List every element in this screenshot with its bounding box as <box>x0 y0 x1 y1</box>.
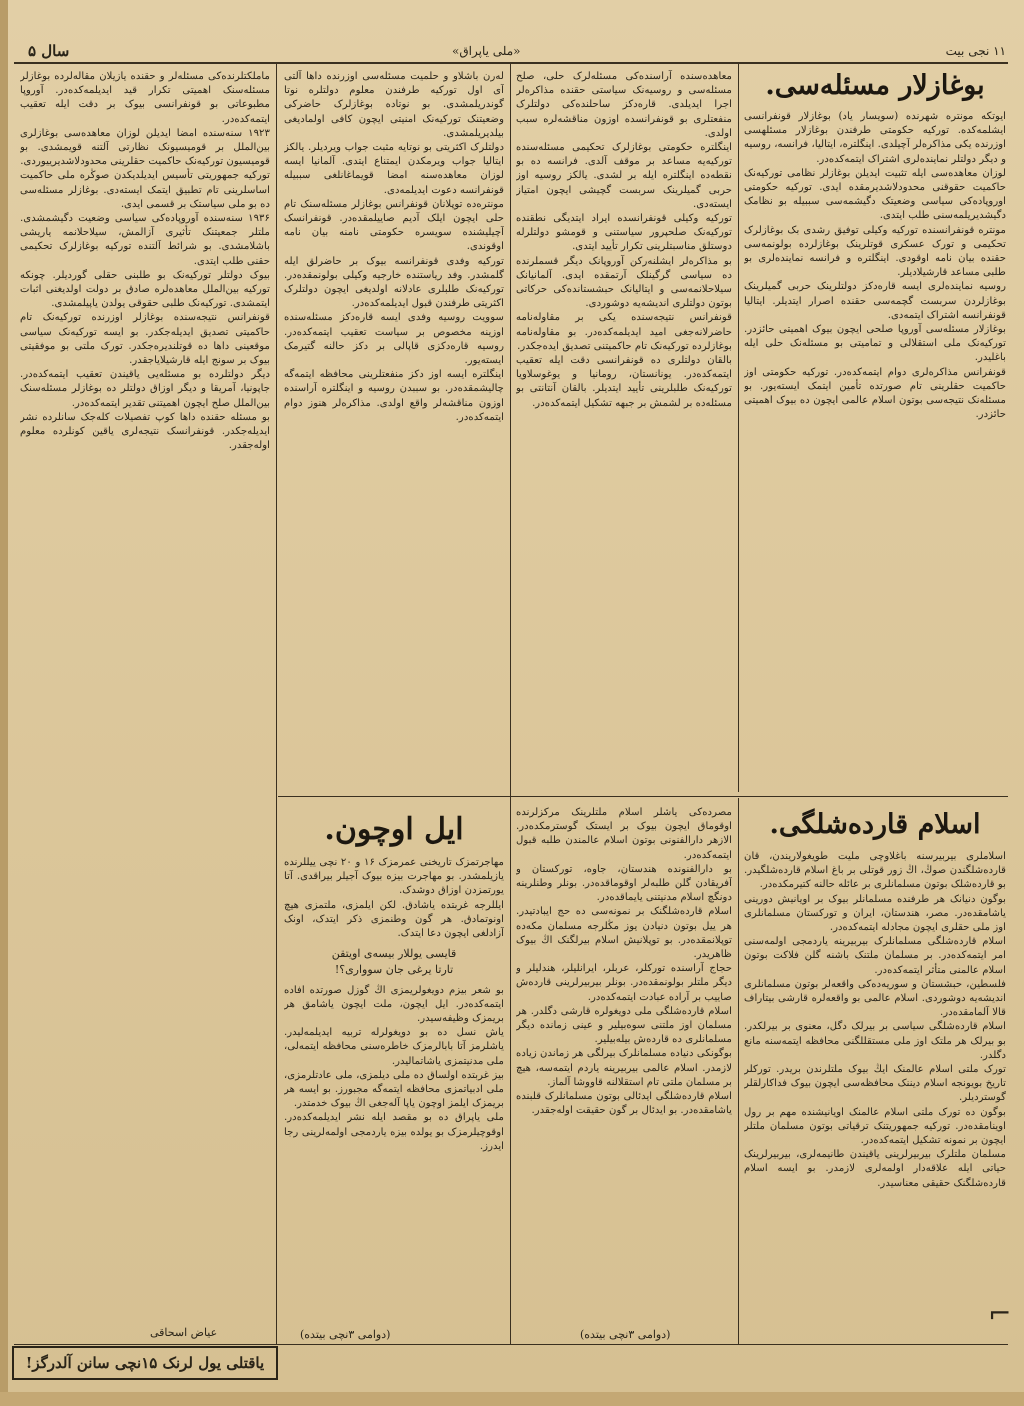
paragraph: ایللرجه غربتده یاشادق. لکن ایلمزی، ملتمزی هیچ اونوتمادق. هر گون وطنمزی ذکر ایتدک، اونک آزادلغی ایچون دعا ایتدک. <box>284 899 504 940</box>
paragraph: بوگون دنیانک هر طرفنده مسلمانلر بیوک بر اویانیش دورینی یاشامقده‌در. مصر، هندستان، ایران و تورکستان مسلمانلری اوز ملی حقلری ایچون مجادله ایتمه‌کده‌در. <box>744 893 1006 934</box>
subscription-banner: یاقتلی یول لرنک ۱۵نچی سانن آلدرگز! <box>12 1346 278 1380</box>
article-column <box>516 70 732 788</box>
paragraph: ماملکتلرنده‌کی مسئله‌لر و حقنده یازیلان مقاله‌لرده بوغازلر مسئله‌سنک اهمیتی تکرار قید ایدیلمه‌کده‌در. آوروپا مطبوعاتی بو قونفرانسی بیوک بر دقت ایله تعقیب ایتمه‌کده‌در. <box>20 71 270 125</box>
article-column <box>20 70 270 1322</box>
column-divider <box>738 64 739 792</box>
paragraph: ایوتکه مونتره شهرنده (سویسار یاد) بوغازلار قونفرانسی ایشلمەکده. تورکیه حکومتی طرفندن بوغازلار مسئلهسی اوزرنده یکی مذاکره‌لر آچیلدی. اینگلتره، ایتالیا، فرانسه، روسیه و دیگر دولتلر نماینده‌لری اشتراک ایتمه‌کده‌در. <box>744 111 1006 165</box>
page-edge-bottom <box>0 1392 1024 1406</box>
header-rule <box>14 62 1008 64</box>
paragraph: بوگون ده تورک ملتی اسلام عالمنک اویانیشنده مهم بر رول اوینامقده‌در. تورکیه جمهوریتنک ترقیاتی بوتون مسلمان ملتلر ایچون بر نمونه تشکیل ایتمه‌کده‌در. <box>744 1106 1006 1147</box>
paragraph: بیز غربتده اولساق ده ملی دیلمزی، ملی عادتلرمزی، ملی ادبیاتمزی محافظه ایتمه‌گه مجبورز. بو ایسه هر بریمزک ایلمز اوچون یاپا آله‌جغی اڭ بیوک خدمتدر. <box>284 1069 504 1110</box>
paragraph: لەرن باشلاو و حلمیت مسئله‌سی اوزرنده داها آلتی آی اول تورکیه طرفندن معلوم دولتلره نوتا گوندریلمشدی. بو نوتاده بوغازلرک حاضرکی وضعیتنک تورکیه‌نک امنیتی ایچون کافی اولمادیغی بیلدیریلمشدی. <box>284 71 504 139</box>
continued-note: (دوامی ۳نچی بیتده) <box>300 1328 391 1341</box>
paragraph: مهاجرتمزک تاریخنی عمرمزک ۱۶ و ۲۰ نچی ییللرنده یازیلمشدر. بو مهاجرت بیزه بیوک آجیلر بیراقدی. آتا یورتمزدن اوزاق دوشدک. <box>284 857 504 897</box>
paragraph: تورکیه جمهوریتی تأسیس ایدیلدیکدن صوڭره ملی حاکمیت اساسلرینی تام تطبیق ایتمک ایستەدی. بوغازلر مسئله‌سی ده بو ملی سیاستک بر قسمی ایدی. <box>20 170 270 210</box>
paragraph: اسلام قارده‌شلگنک بر نمونه‌سی ده حج ایبادتیدر. هر ییل بوتون دنیادن یوز مڭلرجه مسلمان مکه‌ده توپلانمقده‌در. بو توپلانیش اسلام بیرلگنک اڭ بیوک ظاهریدر. <box>516 906 732 961</box>
newspaper-name: «ملی یاپراق» <box>452 44 521 58</box>
paragraph: حجاج آراسنده تورکلر، عربلر، ایرانلیلر، هندلیلر و دیگر ملتلر بولونمقده‌در. بونلر بیربیرلرینی قارده‌ش صاییب بر آراده عبادت ایتمه‌کده‌در. <box>516 963 732 1003</box>
column-divider <box>510 64 511 1344</box>
paragraph: قونفرانس نتیجه‌سنده یکی بر مقاوله‌نامه حاضرلانه‌جغی امید ایدیلمه‌کده‌در. بو مقاوله‌نامه بوغازلرده تورکیه‌نک تام حاکمیتنی تصدیق ایده‌جکدر. <box>516 312 732 352</box>
paragraph: اسلام قارده‌شلگی سیاسی بر بیرلک دگل، معنوی بر بیرلکدر. بو بیرلک هر ملتک اوز ملی مستقللگنی محافظه ایتمه‌سنه مانع دگلدر. <box>744 1021 1006 1061</box>
paragraph: لوزان معاهده‌سی ایله تثبیت ایدیلن بوغازلر نظامی تورکیه‌نک حاکمیت حقوقنی محدودلاشدیرمقده ایدی. تورکیه حکومتی اوروپاده‌کی سیاسی وضعیتک دگیشمه‌سی سببیله بو نظامک دگیشدیریلمه‌سنی طلب ایتدی. <box>744 167 1006 222</box>
poem-line: تارتا یرغی جان سوواری؟! <box>334 963 454 977</box>
article-title-islam: اسلام قارده‌شلگی. <box>769 809 981 840</box>
paragraph: سوویت روسیه وفدی ایسه قاره‌دکز مسئله‌سنده اوزینه مخصوص بر سیاست تعقیب ایتمه‌کده‌در. روسیه قاره‌دکزی قاپالی بر دکز حالنه گتیرمک ایستەیور. <box>284 312 504 367</box>
paragraph: ۱۹۳۶ سنه‌سنده آوروپاده‌کی سیاسی وضعیت دگیشمشدی. ملتلر جمعیتنک تأثیری آزالمش، سیلاحلانمه یاریشی باشلامشدی. بو شرائط آلتنده تورکیه بوغازلرک تحکیمی حقنی طلب ایتدی. <box>20 213 270 267</box>
paragraph: ملی یاپراق ده بو مقصد ایله نشر ایدیلمه‌کده‌در. اوقوچیلرمزک بو یولده بیزه یاردمجی اولمه‌لرینی رجا ایدرز. <box>284 1112 504 1152</box>
paragraph: بیوک دولتلر تورکیه‌نک بو طلبنی حقلی گوردیلر. چونکه تورکیه بین‌الملل معاهده‌لره صادق بر دولت اولدیغنی اثبات ایتمشدی. تورکیه‌نک طلبی حقوقی یولدن یاپیلمشدی. <box>20 269 270 310</box>
poem-line: قایسی یوللار بیسه‌ی اویتقن <box>331 947 457 961</box>
page-header <box>22 40 1006 64</box>
paragraph: بوگونکی دنیاده مسلمانلرک بیرلگی هر زماندن زیاده لازمدر. اسلام عالمی بیربیرینه یاردم ایتمه‌سه، هیچ بر مسلمان ملتی تام استقلالنه قاووشا آلماز. <box>516 1048 732 1088</box>
article-title-straits: بوغازلار مسئلەسی. <box>765 70 985 101</box>
paragraph: تورک ملتی اسلام عالمنک ایڭ بیوک ملتلرندن بریدر. تورکلر تاریخ بویونجه اسلام دیننک محافظه‌سی ایچون بیوک فداکارلقلر گوستردیلر. <box>744 1064 1006 1104</box>
article-column <box>284 70 504 788</box>
paragraph: مونتره‌ده توپلانان قونفرانس بوغازلر مسئله‌سنک تام حلی ایچون ایلک آدیم صاییلمقده‌در. قونفرانسک آچیلیشنده سویسره حکومتی نامنه بیان نامه اوقوندی. <box>284 198 504 253</box>
paragraph: دیگر دولتلرده بو مسئله‌یی یاقیندن تعقیب ایتمه‌کده‌در. جاپونیا، آمریقا و دیگر اوزاق دولتلر ده بوغازلر مسئله‌سنک بین‌الملل صلح ایچون اهمیتنی تقدیر ایتمه‌کده‌در. <box>20 369 270 409</box>
paragraph: بو شعر بیزم دویغولریمزی اڭ گوزل صورتده افاده ایتمه‌کده‌در. ایل ایچون، ملت ایچون یاشامق هر بریمزک وظیفه‌سیدر. <box>284 984 504 1025</box>
corner-bracket: ⌐ <box>988 1297 1012 1330</box>
article-title-il-uchun: ایل اوچون. <box>324 812 464 847</box>
paragraph: بوغازلار مسئله‌سی آوروپا صلحی ایچون بیوک اهمیتی حائزدر. تورکیه‌نک ملی استقلالی و تمامیتی بو مسئله‌نک حلی ایله باغلیدر. <box>744 324 1006 364</box>
paragraph: بو مذاکره‌لر ایشلنه‌رکن آوروپانک دیگر قسملرنده ده سیاسی گرگینلک آرتمقده ایدی. آلمانیانک سیلاحلانمه‌سی و ایتالیانک حبشستانده‌کی حرکاتی بوتون دولتلری اندیشه‌یه دوشوردی. <box>516 255 732 310</box>
paragraph: فلسطین، حبشستان و سوریه‌ده‌کی واقعه‌لر بوتون مسلمانلری اندیشه‌یه دوشوردی. اسلام عالمی بو واقعه‌لره قارشی بیتاراف قالا آلمامقده‌در. <box>744 978 1006 1019</box>
paragraph: تورکیه وفدی قونفرانسه بیوک بر حاضرلق ایله گلمشدر. وفد ریاستنده خارجیه وکیلی بولونمقده‌در. تورکیه‌نک طلبلری عادلانه اولدیغی ایچون دولتلرک اکثریتی طرفندن قبول ایدیلمه‌کده‌در. <box>284 255 504 310</box>
paragraph: یاش نسل ده بو دویغولرله تربیه ایدیلمه‌لیدر. یاشلرمز آتا بابالرمزک خاطره‌سنی محافظه ایتمه‌لی، ملی مدنیتمزی یاشاتمالیدر. <box>284 1027 504 1067</box>
paragraph: ۱۹۲۳ سنه‌سنده امضا ایدیلن لوزان معاهده‌سی بوغازلری بین‌الملل بر قومیسیونک نظارتی آلتنه قویمشدی. بو قومیسیون تورکیه‌نک حاکمیت حقلرینی محدودلاشدیرییوردی. <box>20 127 270 168</box>
paragraph: اسلام قارده‌شلگی مسلمانلرک بیربیرینه یاردمجی اولمه‌سنی امر ایتمه‌کده‌در. بر مسلمان ملتنک باشنه گلن فلاکت بوتون اسلام عالمنی متأثر ایتمه‌کده‌در. <box>744 936 1006 976</box>
paragraph: مصرده‌کی یاشلر اسلام ملتلرینک مرکزلرنده اوقوماق ایچون بیوک بر ایستک گوسترمکده‌در. الازهر دارالفنونی بوتون اسلام عالمندن طلبه قبول ایتمه‌کده‌در. <box>516 807 732 861</box>
paragraph: اینگلتره حکومتی بوغازلرک تحکیمی مسئله‌سنده تورکیه‌یه مساعد بر موقف آلدی. فرانسه ده بو نقطه‌ده اینگلتره ایله بر لشدی. یالکز روسیه اوز حربی گمیلرینک سربست گچیشی ایچون امتیاز ایستەدی. <box>516 142 732 210</box>
column-divider <box>738 798 739 1344</box>
paragraph: دولتلرک اکثریتی بو نوتایه مثبت جواب ویردیلر. یالکز ایتالیا جواب ویرمکدن ایمتناع ایتدی. آلمانیا ایسه لوزان معاهده‌سنه امضا قویماغانلغی سببیله قونفرانسه دعوت ایدیلمه‌دی. <box>284 142 504 196</box>
article-column <box>516 806 732 1320</box>
author-signature: عیاض اسحاقی <box>150 1326 218 1339</box>
paragraph: مسلمان ملتلرک بیربیرلرینی یاقیندن طانیمه‌لری، بیربیرلرینک حیاتی ایله علاقه‌دار اولمه‌لری لازمدر. بو ایسه اسلام قارده‌شلگنک حقیقی معناسیدر. <box>744 1149 1006 1189</box>
paragraph: تورکیه وکیلی قونفرانسده ایراد ایتدیگی نطقنده تورکیه‌نک صلحپرور سیاستنی و قومشو دولتلرله دوستلق مناسبتلرینی تکرار تأیید ایتدی. <box>516 213 732 253</box>
paragraph: بو دارالفنونده هندستان، جاوه، تورکستان و آفریقادن گلن طلبه‌لر اوقوماقده‌در. بونلر وطنلرینه دونگچ اسلام مدنیتنی یایماقده‌در. <box>516 863 732 904</box>
paragraph: اسلاملری بیربیرسنه باغلاوچی ملیت طویغولاریندن، قان قارده‌شلگندن صوڭ، اڭ زور قوتلی بر باغ اسلام قارده‌شلگیدر. بو قارده‌شلک بوتون مسلمانلری بر عائله حالنه کتیرمکده‌در. <box>744 851 1006 891</box>
issue-label: سال ۵ <box>28 42 70 60</box>
column-divider <box>276 64 277 1344</box>
paragraph: بو مسئله حقنده داها کوپ تفصیلات کله‌جک سانلرده نشر ایدیله‌جکدر. قونفرانسک نتیجه‌لری یاقین کونلرده معلوم اوله‌جقدر. <box>20 411 270 452</box>
article-column <box>744 110 1006 786</box>
page-edge-left <box>0 0 8 1406</box>
paragraph: اسلام قارده‌شلگی ملی دویغولره قارشی دگلدر. هر مسلمان اوز ملتنی سوه‌بیلیر و عینی زمانده دیگر مسلمانلری ده قارده‌ش بیله‌بیلیر. <box>516 1005 732 1046</box>
page-number-label: ۱۱ نجی بیت <box>945 44 1006 58</box>
paragraph: اسلام قارده‌شلگی ایدئالی بوتون مسلمانلرک قلبنده یاشامقده‌در. بو ایدئال بر گون حقیقت اوله‌جقدر. <box>516 1091 732 1117</box>
paragraph: معاهده‌سنده آراسنده‌کی مسئله‌لرک حلی، صلح مسئله‌سی و روسیه‌نک سیاستی حقنده مذاکره‌لر اجرا ایدیلدی. قاره‌دکز ساحلنده‌کی دولتلرک منفعتلری بو قونفرانسده اوزون مناقشه‌لره سبب اولدی. <box>516 71 732 139</box>
paragraph: بالقان دولتلری ده قونفرانسی دقت ایله تعقیب ایتمه‌کده‌در. یونانستان، رومانیا و یوغوسلاویا تورکیه‌نک طلبلرینی تأیید ایتدیلر. بالقان آنتانتی بو مسئله‌ده بر لشمش بر جبهه تشکیل ایتمه‌کده‌در. <box>516 355 732 409</box>
paragraph: قونفرانس نتیجه‌سنده بوغازلر اوزرنده تورکیه‌نک تام حاکمیتی تصدیق ایدیله‌جکدر. بو ایسه تورکیه‌نک سیاسی موقعینی داها ده قوتلندیره‌جکدر. تورک ملتی بو موفقیتی بیوک بر سونج ایله قارشیلایاجقدر. <box>20 312 270 367</box>
paragraph: قونفرانس مذاکره‌لری دوام ایتمه‌کده‌در. تورکیه حکومتی اوز حاکمیت حقلرینی تام صورتده تأمین ایتمک ایستەیور. بو مسئله‌نک نتیجه‌سی بوتون اسلام عالمی ایچون ده بیوک اهمیتی حائزدر. <box>744 366 1006 421</box>
paragraph: روسیه نماینده‌لری ایسه قاره‌دکز دولتلرینک حربی گمیلرینک بوغازلردن سربست گچمه‌سی حقنده اصرار ایتدیلر. ایتالیا قونفرانسه اشتراک ایتمه‌دی. <box>744 281 1006 321</box>
article-column <box>744 850 1006 1324</box>
paragraph: مونتره قونفرانسنده تورکیه وکیلی توفیق رشدی بک بوغازلرک تحکیمی و تورک عسکری قوتلرینک بوغازلرده بولونمه‌سی حقنده بیان نامه اوقودی. اینگلتره و فرانسه نماینده‌لری بو طلبی مساعد قارشیلادیلر. <box>744 224 1006 279</box>
footer-rule <box>14 1344 1008 1345</box>
article-column <box>284 856 504 1320</box>
continued-note: (دوامی ۳نچی بیتده) <box>580 1328 671 1341</box>
paragraph: اینگلتره ایسه اوز دکز منفعتلرینی محافظه ایتمه‌گه چالیشمقده‌در. بو سببدن روسیه و اینگلتره آراسنده اوزون مناقشه‌لر واقع اولدی. مذاکره‌لر هنوز دوام ایتمه‌کده‌در. <box>284 369 504 423</box>
section-divider <box>278 796 1008 797</box>
